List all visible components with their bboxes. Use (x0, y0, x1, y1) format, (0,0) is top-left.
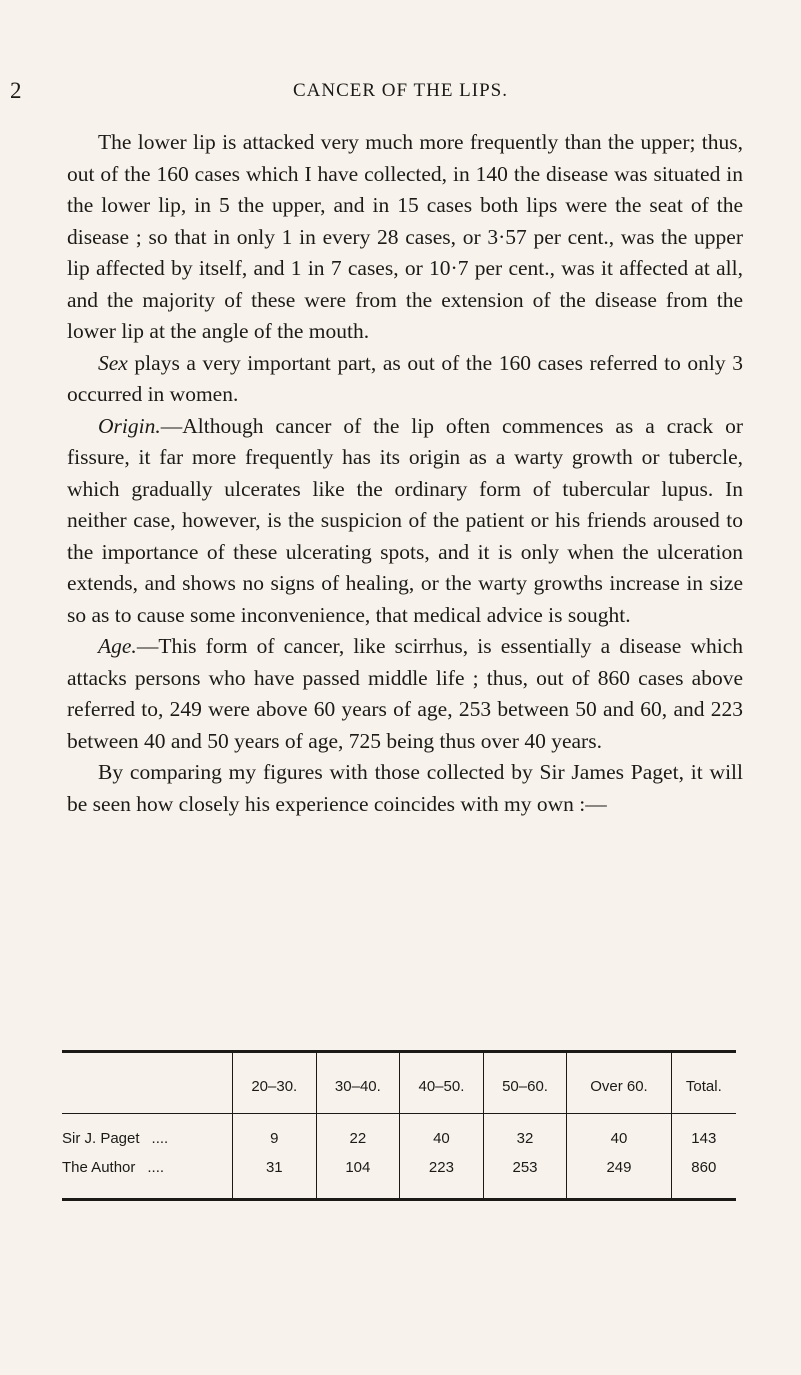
table-cell: 9 (233, 1114, 317, 1154)
paragraph-comparison: By comparing my figures with those collected by Sir James Paget, it will be seen how closely his experience coincides with my own :— (67, 760, 743, 816)
paragraph-origin (67, 411, 743, 632)
table-header-row (62, 1052, 736, 1114)
sex-heading: Sex (98, 350, 128, 375)
paragraph-age (67, 631, 743, 757)
table-cell: 22 (316, 1114, 400, 1154)
body-text (67, 127, 743, 820)
column-header: 30–40. (316, 1052, 400, 1114)
table-cell: 223 (400, 1153, 484, 1200)
age-comparison-table (62, 1050, 736, 1201)
table-cell: 860 (671, 1153, 736, 1200)
age-heading: Age. (98, 634, 137, 658)
table-row (62, 1114, 736, 1154)
table-cell: 104 (316, 1153, 400, 1200)
row-label-text: The Author (62, 1159, 136, 1176)
table-cell: 253 (483, 1153, 567, 1200)
origin-text: —Although cancer of the lip often commences as a crack or fissure, it far more frequently has its origin as a warty growth or tubercle, which gradually ulcerates like the ordinary form of tubercular lupus. In neither case, however, is the suspicion of the patient or his friends aroused to the importance of these ulcerating spots, and it is only when the ulceration extends, and shows no signs of healing, or the warty growths increase in size so as to cause some inconvenience, that medical advice is sought. (67, 413, 743, 627)
running-head: CANCER OF THE LIPS. (292, 80, 508, 101)
column-header: Total. (671, 1052, 736, 1114)
age-text: —This form of cancer, like scirrhus, is essentially a disease which attacks persons who have passed middle life ; thus, out of 860 cases above referred to, 249 were above 60 years of age, 253 between 50 and 60, and 223 between 40 and 50 years of age, 725 being thus over 40 years. (67, 634, 743, 753)
column-header: 40–50. (400, 1052, 484, 1114)
column-header: Over 60. (567, 1052, 671, 1114)
origin-heading: Origin. (98, 413, 161, 438)
page-number: 2 (10, 78, 22, 103)
row-label-text: Sir J. Paget (62, 1130, 140, 1147)
paragraph-lip-frequency: The lower lip is attacked very much more frequently than the upper; thus, out of the 160 cases which I have collected, in 140 the disease was situated in the lower lip, in 5 the upper, and in 15 cases both lips were the seat of the disease ; so that in only 1 in every 28 cases, or 3·57 per cent., was the upper lip affected by itself, and 1 in 7 cases, or 10·7 per cent., was it affected at all, and the majority of these were from the extension of the disease from the lower lip at the angle of the mouth. (67, 130, 743, 343)
table-cell: 32 (483, 1114, 567, 1154)
column-header: 50–60. (483, 1052, 567, 1114)
table-row (62, 1153, 736, 1200)
table-cell: 143 (671, 1114, 736, 1154)
row-label (62, 1153, 233, 1200)
column-header: 20–30. (233, 1052, 317, 1114)
sex-text: plays a very important part, as out of the 160 cases referred to only 3 occurred in women. (67, 350, 743, 406)
table-cell: 40 (400, 1114, 484, 1154)
leader-dots: .... (151, 1130, 169, 1147)
row-label (62, 1114, 233, 1154)
paragraph-sex (67, 348, 743, 411)
table-cell: 31 (233, 1153, 317, 1200)
table-cell: 249 (567, 1153, 671, 1200)
table-cell: 40 (567, 1114, 671, 1154)
table-corner-cell (62, 1052, 233, 1114)
leader-dots: .... (147, 1159, 165, 1176)
